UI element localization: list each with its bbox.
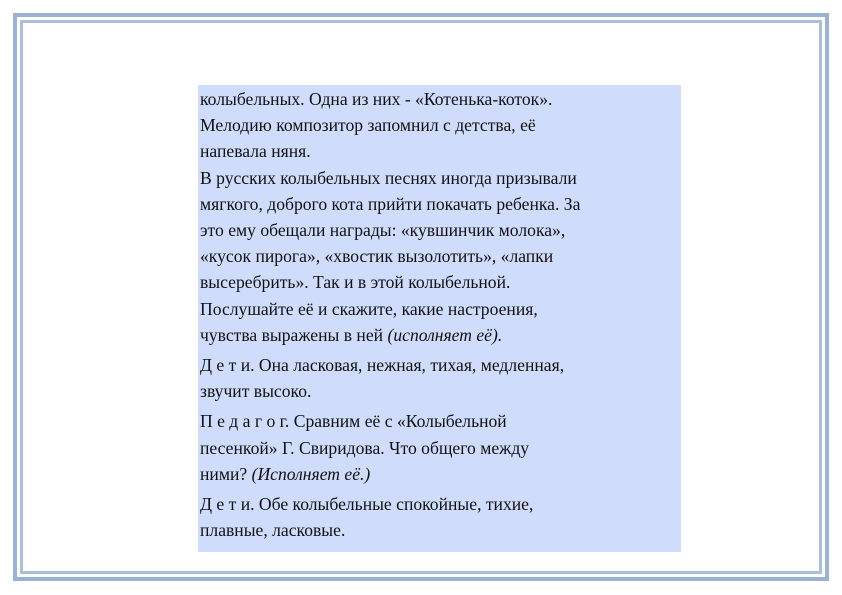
text-segment: ними? [200,463,252,484]
text-line: колыбельных. Одна из них - «Котенька-коток». [200,89,553,109]
text-line: звучит высоко. [200,381,312,402]
text-line: «кусок пирога», «хвостик вызолотить», «лапки [200,246,554,267]
text-line: Д е т и. Обе колыбельные спокойные, тихие, [200,494,534,515]
text-line: Мелодию композитор запомнил с детства, её [200,115,536,136]
text-block [198,85,681,552]
text-line: П е д а г о г. Сравним её с «Колыбельной [200,411,507,432]
text-line: напевала няня. [200,141,311,162]
text-line: песенкой» Г. Свиридова. Что общего между [200,437,530,458]
paragraph-3 [200,352,681,404]
paragraph-1 [200,86,681,165]
stage-direction: (исполняет её). [387,324,503,345]
text-line: высеребрить». Так и в этой колыбельной. [200,272,511,293]
text-line: это ему обещали награды: «кувшинчик молока», [200,220,566,241]
text-line: Д е т и. Она ласковая, нежная, тихая, медленная, [200,355,565,376]
text-line: В русских колыбельных песнях иногда призывали [200,167,577,188]
text-line: мягкого, доброго кота прийти покачать ребенка. За [200,193,581,214]
paragraph-4 [200,408,681,487]
text-line: плавные, ласковые. [200,520,346,541]
text-line [200,461,681,487]
text-line: Послушайте её и скажите, какие настроения, [200,298,538,319]
text-segment: чувства выражены в ней [200,324,388,345]
paragraph-2 [200,165,681,348]
text-line [200,322,681,348]
paragraph-5 [200,491,681,543]
stage-direction: (Исполняет её.) [251,463,371,484]
